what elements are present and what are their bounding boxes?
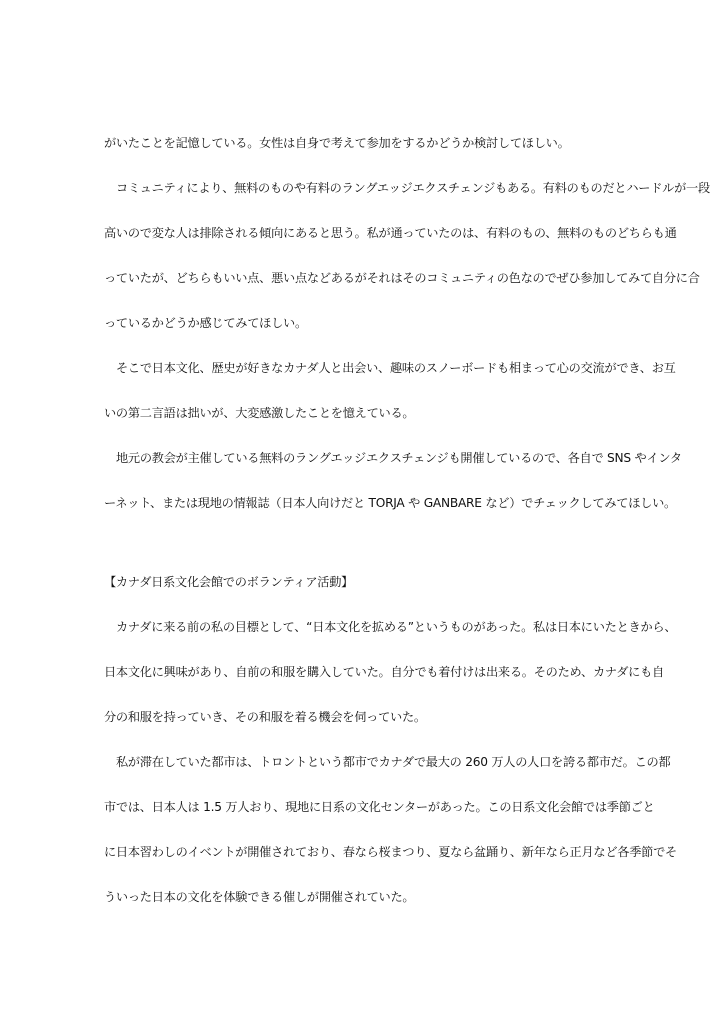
text-line: ーネット、または現地の情報誌（日本人向けだと TORJA や GANBARE など）でチェックしてみてほしい。 — [104, 496, 676, 510]
text-line: 市では、日本人は 1.5 万人おり、現地に日系の文化センターがあった。この日系文化会館では季節ごと — [104, 800, 655, 814]
text-line: ういった日本の文化を体験できる催しが開催されていた。 — [104, 890, 415, 904]
text-line: っているかどうか感じてみてほしい。 — [104, 316, 307, 330]
text-line: 地元の教会が主催している無料のラングエッジエクスチェンジも開催しているので、各自で SNS やインタ — [116, 451, 682, 465]
section-heading: 【カナダ日系文化会館でのボランティア活動】 — [104, 575, 354, 589]
text-line: 日本文化に興味があり、自前の和服を購入していた。自分でも着付けは出来る。そのため、カナダにも自 — [104, 665, 664, 679]
text-line: に日本習わしのイベントが開催されており、春なら桜まつり、夏なら盆踊り、新年なら正月など各季節でそ — [104, 845, 677, 859]
text-line: カナダに来る前の私の目標として、“日本文化を拡める”というものがあった。私は日本にいたときから、 — [116, 620, 677, 634]
text-line: 私が滞在していた都市は、トロントという都市でカナダで最大の 260 万人の人口を誇る都市だ。この都 — [116, 755, 671, 769]
text-line: 高いので変な人は排除される傾向にあると思う。私が通っていたのは、有料のもの、無料のものどちらも通 — [104, 226, 677, 240]
text-line: 分の和服を持っていき、その和服を着る機会を伺っていた。 — [104, 710, 426, 724]
text-line: いの第二言語は拙いが、大変感激したことを憶えている。 — [104, 406, 415, 420]
text-line: がいたことを記憶している。女性は自身で考えて参加をするかどうか検討してほしい。 — [104, 136, 570, 150]
text-line: っていたが、どちらもいい点、悪い点などあるがそれはそのコミュニティの色なのでぜひ参加してみて自分に合 — [104, 271, 700, 285]
text-line: そこで日本文化、歴史が好きなカナダ人と出会い、趣味のスノーボードも相まって心の交流ができ、お互 — [116, 361, 676, 375]
text-line: コミュニティにより、無料のものや有料のラングエッジエクスチェンジもある。有料のものだとハードルが一段 — [116, 181, 710, 195]
